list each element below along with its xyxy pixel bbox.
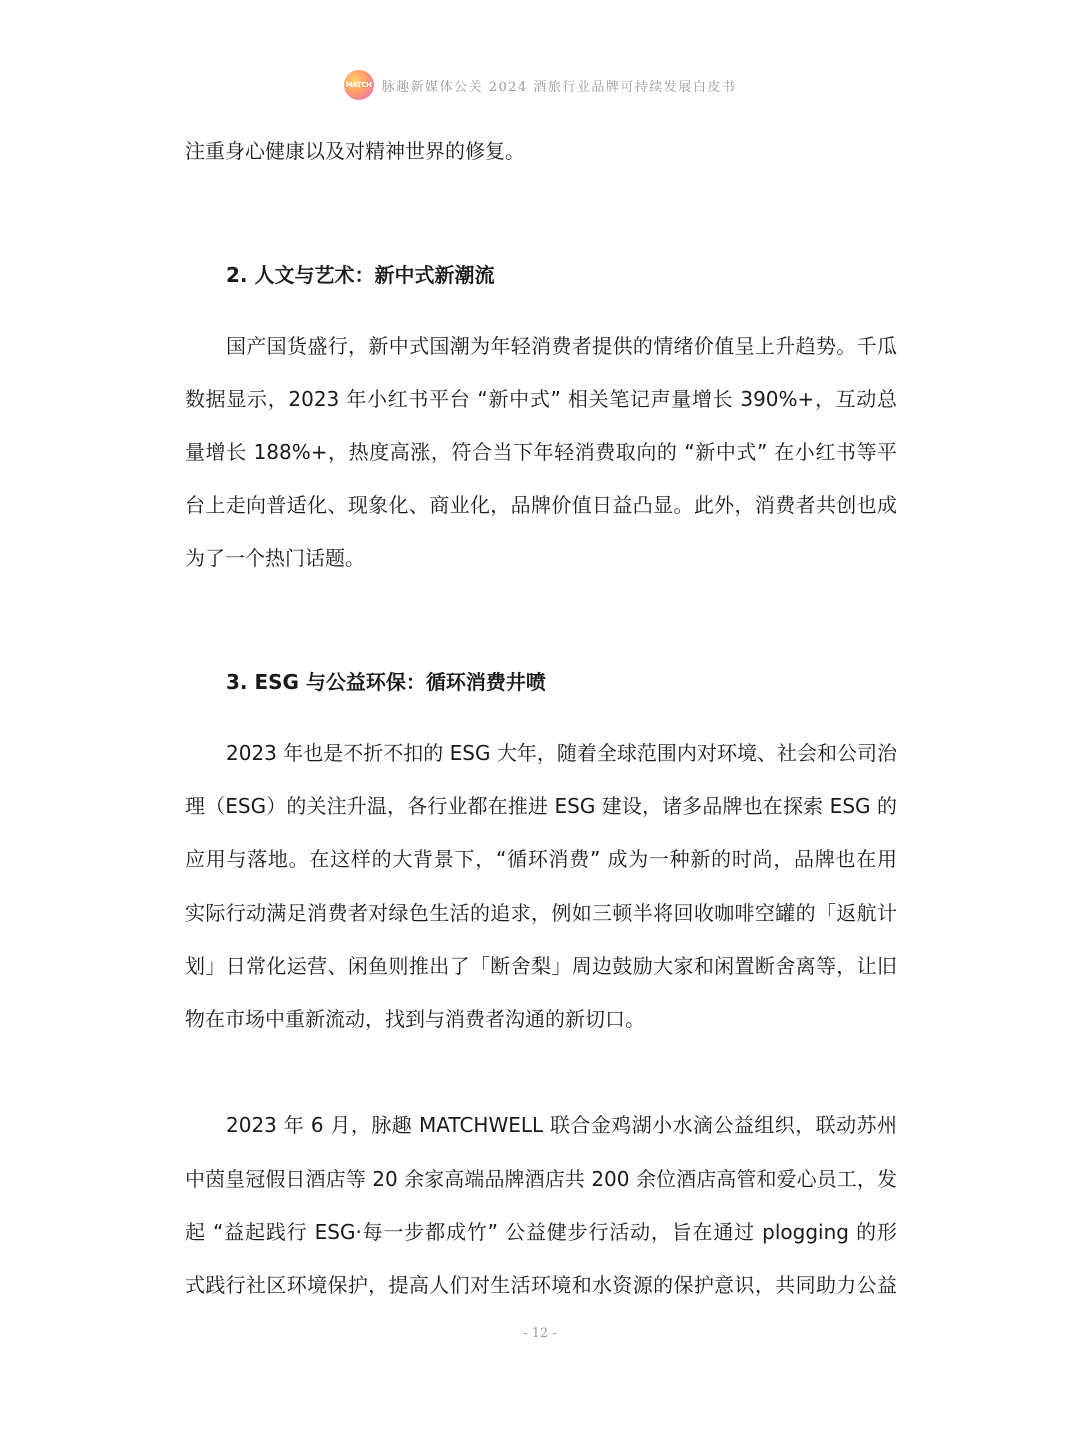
paragraph-line: 划」日常化运营、闲鱼则推出了「断舍梨」周边鼓励大家和闲置断舍离等，让旧 (185, 954, 897, 978)
paragraph-line: 起 “益起践行 ESG·每一步都成竹” 公益健步行活动，旨在通过 plogging 的形 (185, 1220, 897, 1244)
section-heading-2: 2. 人文与艺术：新中式新潮流 (226, 263, 495, 287)
paragraph-line: 中茵皇冠假日酒店等 20 余家高端品牌酒店共 200 余位酒店高管和爱心员工，发 (185, 1167, 897, 1191)
paragraph-line: 台上走向普适化、现象化、商业化，品牌价值日益凸显。此外，消费者共创也成 (185, 493, 897, 517)
paragraph-line: 注重身心健康以及对精神世界的修复。 (185, 139, 525, 163)
header-title: 脉趣新媒体公关 2024 酒旅行业品牌可持续发展白皮书 (381, 79, 737, 95)
paragraph-line: 数据显示，2023 年小红书平台 “新中式” 相关笔记声量增长 390%+，互动总 (185, 387, 897, 411)
paragraph-line: 为了一个热门话题。 (185, 546, 365, 570)
paragraph-line: 2023 年也是不折不扣的 ESG 大年，随着全球范围内对环境、社会和公司治 (226, 741, 897, 765)
brand-logo-icon (344, 70, 374, 100)
paragraph-line: 量增长 188%+，热度高涨，符合当下年轻消费取向的 “新中式” 在小红书等平 (185, 440, 897, 464)
logo-text: MATCH (345, 81, 372, 89)
paragraph-line: 国产国货盛行，新中式国潮为年轻消费者提供的情绪价值呈上升趋势。千瓜 (226, 334, 897, 358)
paragraph-line: 应用与落地。在这样的大背景下，“循环消费” 成为一种新的时尚，品牌也在用 (185, 847, 897, 871)
paragraph-line: 物在市场中重新流动，找到与消费者沟通的新切口。 (185, 1007, 645, 1031)
page-number: - 12 - (523, 1326, 557, 1341)
section-heading-3: 3. ESG 与公益环保：循环消费井喷 (226, 670, 546, 694)
paragraph-line: 式践行社区环境保护，提高人们对生活环境和水资源的保护意识，共同助力公益 (185, 1273, 897, 1297)
paragraph-line: 2023 年 6 月，脉趣 MATCHWELL 联合金鸡湖小水滴公益组织，联动苏州 (226, 1113, 897, 1137)
page-header (0, 68, 1080, 102)
paragraph-line: 实际行动满足消费者对绿色生活的追求，例如三顿半将回收咖啡空罐的「返航计 (185, 901, 897, 925)
paragraph-line: 理（ESG）的关注升温，各行业都在推进 ESG 建设，诸多品牌也在探索 ESG 的 (185, 794, 897, 818)
